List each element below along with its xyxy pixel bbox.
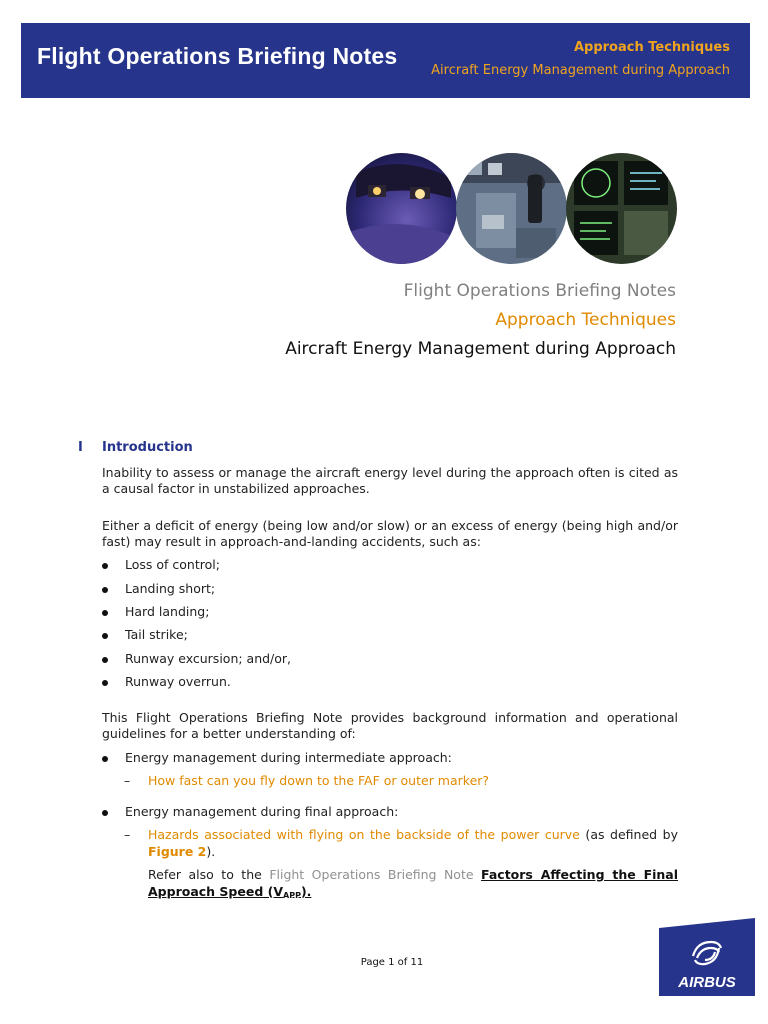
section-number: I: [78, 440, 83, 455]
header-right: [431, 39, 730, 80]
refer-series: Flight Operations Briefing Note: [269, 867, 474, 882]
page-number: Page 1 of 11: [360, 957, 424, 968]
intermediate-question: How fast can you fly down to the FAF or outer marker?: [148, 773, 490, 788]
figure-tail: ).: [206, 844, 216, 859]
bullet-icon: [102, 633, 108, 639]
bullet-icon: [102, 587, 108, 593]
intro-paragraph-1: Inability to assess or manage the aircraft energy level during the approach often is cited as a causal factor in unstabilized approaches.: [102, 465, 678, 496]
section-title: Introduction: [102, 440, 193, 455]
final-hazard: Hazards associated with flying on the backside of the power curve: [148, 827, 580, 842]
bullet-icon: [102, 657, 108, 663]
instrument-display-photo: [566, 153, 677, 264]
throttle-panel-photo: [456, 153, 567, 264]
figure-link[interactable]: Figure 2: [148, 844, 207, 859]
header-band: [21, 23, 750, 98]
refer-text: [148, 866, 678, 904]
final-hazard-text: [148, 826, 678, 860]
bullet-icon: [102, 680, 108, 686]
airbus-logo: [659, 918, 755, 996]
dash-icon: –: [124, 827, 131, 842]
airbus-logo-text: AIRBUS: [678, 974, 736, 991]
final-hazard-tail: (as defined by: [579, 827, 678, 842]
cockpit-night-photo: [346, 153, 457, 264]
header-subject: Aircraft Energy Management during Approach: [431, 63, 730, 78]
bullet-icon: [102, 563, 108, 569]
intro-paragraph-3: This Flight Operations Briefing Note provides background information and operational guidelines for a better understanding of:: [102, 710, 678, 741]
document-topic: Approach Techniques: [495, 310, 676, 330]
document-title-block: [285, 280, 676, 360]
refer-prefix: Refer also to the: [148, 867, 270, 882]
cockpit-photo-montage: [346, 153, 678, 264]
document-subject: Aircraft Energy Management during Approach: [285, 339, 676, 359]
bullet-icon: [102, 756, 108, 762]
header-title: Flight Operations Briefing Notes: [37, 43, 398, 69]
vapp-subscript: APP: [283, 891, 301, 900]
bullet-icon: [102, 610, 108, 616]
document-series: Flight Operations Briefing Notes: [403, 281, 676, 301]
header-topic: Approach Techniques: [573, 40, 730, 55]
intro-paragraph-2: Either a deficit of energy (being low and/or slow) or an excess of energy (being high and/or fast) may result in approach-and-landing accidents, such as:: [102, 518, 678, 549]
briefing-note-link[interactable]: Factors Affecting the Final Approach Speed $(V_{APP})$.: [148, 867, 679, 900]
dash-icon: –: [124, 773, 131, 788]
bullet-icon: [102, 810, 108, 816]
